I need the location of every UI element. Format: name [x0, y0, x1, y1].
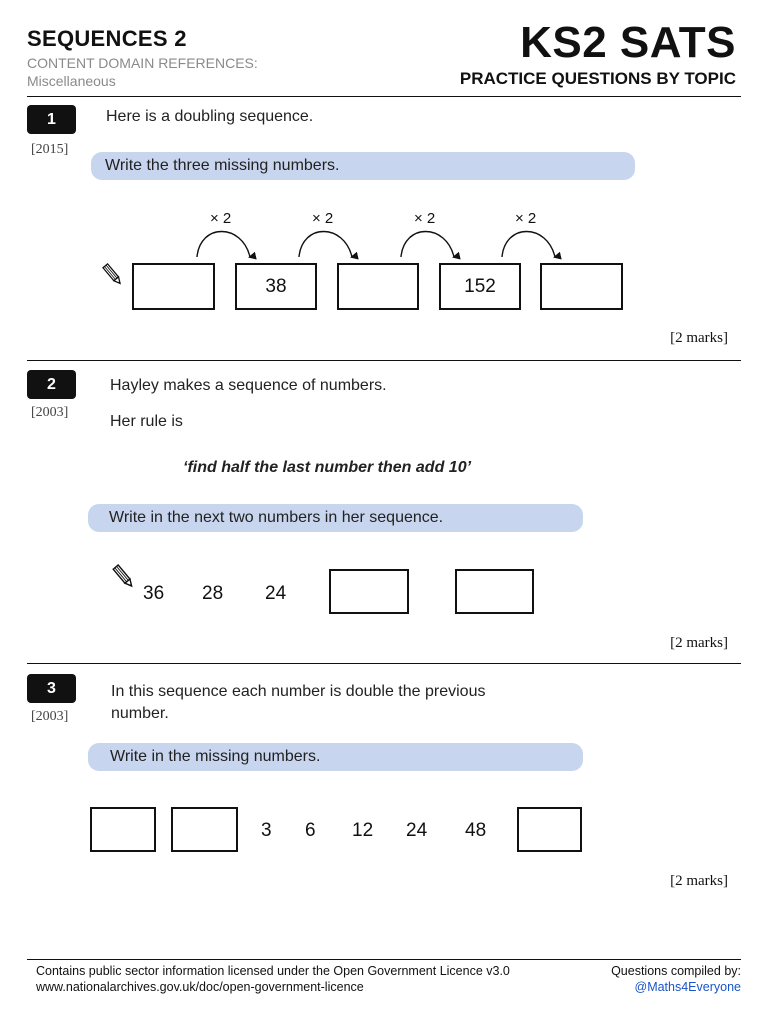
instruction-banner: Write in the missing numbers. [88, 743, 583, 771]
sequence-number: 3 [261, 820, 272, 841]
operator-label: × 2 [515, 210, 537, 227]
arrow-4 [502, 232, 555, 258]
brand-title: KS2 SATS [520, 18, 736, 67]
domain-value: Miscellaneous [27, 73, 116, 89]
question-year: [2003] [31, 405, 69, 420]
question-number-badge: 2 [27, 370, 76, 399]
answer-box[interactable] [171, 807, 238, 852]
sequence-number: 6 [305, 820, 316, 841]
question-divider [27, 360, 741, 361]
question-year: [2015] [31, 142, 69, 157]
domain-references [27, 54, 258, 90]
credit-handle-link[interactable]: @Maths4Everyone [634, 980, 741, 994]
answer-box[interactable] [132, 263, 215, 310]
answer-box[interactable] [455, 569, 534, 614]
arrow-3 [401, 232, 454, 258]
question-number-badge: 3 [27, 674, 76, 703]
question-text: number. [111, 705, 169, 722]
answer-box[interactable] [540, 263, 623, 310]
page-title: SEQUENCES 2 [27, 26, 187, 51]
sequence-box: 152 [439, 263, 521, 310]
credit-label: Questions compiled by: [611, 964, 741, 978]
pencil-icon [101, 262, 125, 288]
answer-box[interactable] [337, 263, 419, 310]
question-text: Hayley makes a sequence of numbers. [110, 377, 387, 394]
marks-label: [2 marks] [670, 873, 728, 889]
sequence-number: 36 [143, 583, 165, 604]
sequence-number: 24 [406, 820, 428, 841]
marks-label: [2 marks] [670, 635, 728, 651]
operator-label: × 2 [210, 210, 232, 227]
pencil-icon [111, 563, 137, 591]
sequence-rule: ‘find half the last number then add 10’ [183, 459, 472, 476]
arrow-1 [197, 232, 250, 258]
question-text: In this sequence each number is double the previous [111, 683, 486, 700]
question-number-badge: 1 [27, 105, 76, 134]
marks-label: [2 marks] [670, 330, 728, 346]
answer-box[interactable] [90, 807, 156, 852]
sequence-number: 48 [465, 820, 487, 841]
answer-box[interactable] [329, 569, 409, 614]
question-text: Her rule is [110, 413, 183, 430]
instruction-banner: Write the three missing numbers. [91, 152, 635, 180]
answer-box[interactable] [517, 807, 582, 852]
credit [611, 963, 741, 995]
sequence-number: 12 [352, 820, 374, 841]
licence-url[interactable]: www.nationalarchives.gov.uk/doc/open-government-licence [36, 980, 364, 994]
header-divider [27, 96, 741, 97]
domain-label: CONTENT DOMAIN REFERENCES: [27, 55, 258, 71]
arrow-2 [299, 232, 352, 258]
operator-label: × 2 [414, 210, 436, 227]
question-divider [27, 663, 741, 664]
sequence-number: 24 [265, 583, 287, 604]
brand-tagline: PRACTICE QUESTIONS BY TOPIC [459, 69, 736, 88]
question-year: [2003] [31, 709, 69, 724]
sequence-box: 38 [235, 263, 317, 310]
operator-label: × 2 [312, 210, 334, 227]
instruction-banner: Write in the next two numbers in her sequence. [88, 504, 583, 532]
question-text: Here is a doubling sequence. [106, 108, 314, 125]
sequence-number: 28 [202, 583, 224, 604]
footer-divider [27, 959, 741, 960]
licence-text: Contains public sector information licensed under the Open Government Licence v3.0 [36, 964, 510, 978]
licence-notice [36, 963, 510, 995]
